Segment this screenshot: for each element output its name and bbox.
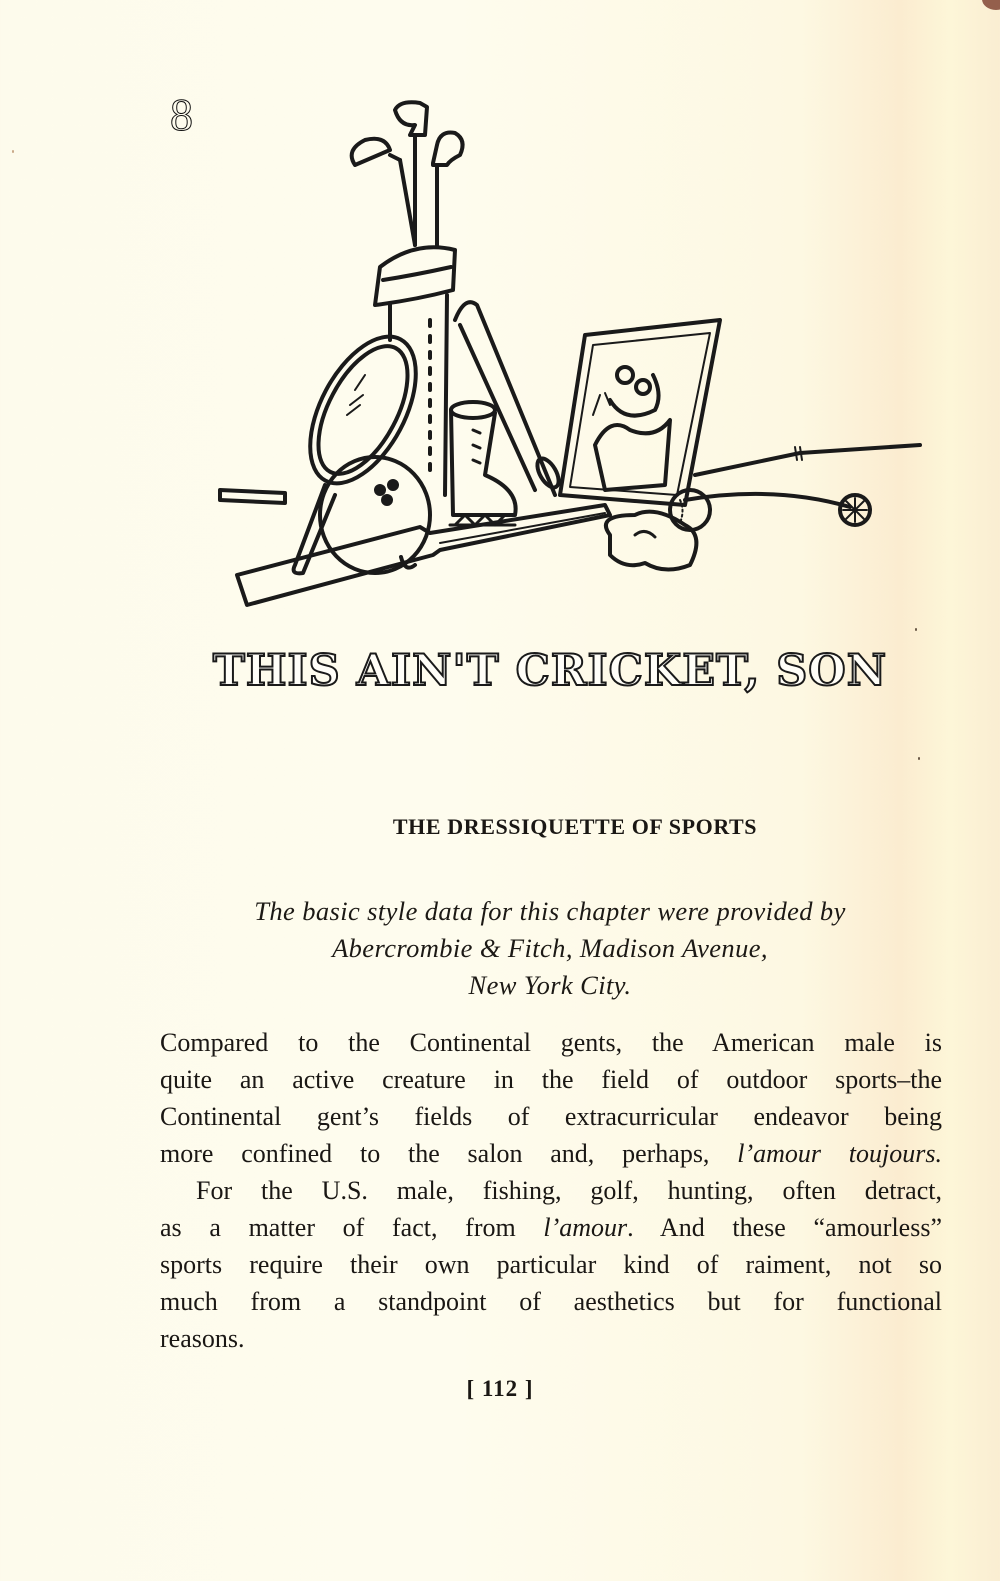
paragraph-1-line bbox=[160, 1135, 942, 1172]
page-number: [ 112 ] bbox=[466, 1376, 534, 1401]
print-speck bbox=[915, 628, 917, 631]
section-heading: THE DRESSIQUETTE OF SPORTS bbox=[392, 814, 758, 839]
credit-note-line: The basic style data for this chapter were provided by bbox=[254, 896, 846, 926]
fishing-rod-icon bbox=[685, 445, 920, 525]
paragraph-1-line: Compared to the Continental gents, the American male is bbox=[160, 1028, 942, 1057]
print-speck bbox=[12, 150, 14, 153]
paragraph-1-text: more confined to the salon and, perhaps, bbox=[160, 1139, 738, 1168]
ice-skate-icon bbox=[450, 402, 516, 525]
rifle-icon bbox=[237, 505, 610, 605]
chapter-title: THIS AIN'T CRICKET, SON bbox=[212, 646, 888, 696]
paragraph-2-text: as a matter of fact, from bbox=[160, 1213, 544, 1242]
paragraph-2-text: . And these “amourless” bbox=[627, 1213, 942, 1242]
french-phrase: l’amour toujours. bbox=[737, 1139, 942, 1168]
paragraph-2-line: sports require their own particular kind of raiment, not so bbox=[160, 1250, 942, 1279]
tool-handle-icon bbox=[220, 490, 285, 503]
paragraph-1-line: Continental gent’s fields of extracurricular endeavor being bbox=[160, 1102, 942, 1131]
golf-clubs-icon bbox=[352, 102, 463, 245]
credit-note bbox=[160, 893, 940, 1004]
ski-pole-icon bbox=[455, 302, 563, 495]
french-phrase: l’amour bbox=[543, 1213, 628, 1242]
paragraph-2-line: much from a standpoint of aesthetics but for functional bbox=[160, 1287, 942, 1316]
page-corner-stain bbox=[982, 0, 1000, 10]
baseball-icon bbox=[670, 490, 710, 530]
paragraph-1-line: quite an active creature in the field of outdoor sports–the bbox=[160, 1065, 942, 1094]
tennis-racket-icon bbox=[288, 320, 437, 574]
print-speck bbox=[918, 757, 920, 760]
paragraph-2-line: reasons. bbox=[160, 1324, 245, 1353]
credit-note-line: New York City. bbox=[468, 970, 632, 1000]
credit-note-line: Abercrombie & Fitch, Madison Avenue, bbox=[332, 933, 768, 963]
bowling-ball-icon bbox=[320, 457, 430, 573]
sports-equipment-illustration bbox=[215, 95, 935, 615]
chapter-number: 8 bbox=[170, 89, 193, 140]
picture-frame-icon bbox=[560, 320, 720, 505]
body-text bbox=[160, 1024, 942, 1357]
paragraph-2-line: For the U.S. male, fishing, golf, hunting, often detract, bbox=[196, 1176, 942, 1205]
baseball-glove-icon bbox=[606, 512, 697, 570]
paragraph-2-line bbox=[160, 1209, 942, 1246]
